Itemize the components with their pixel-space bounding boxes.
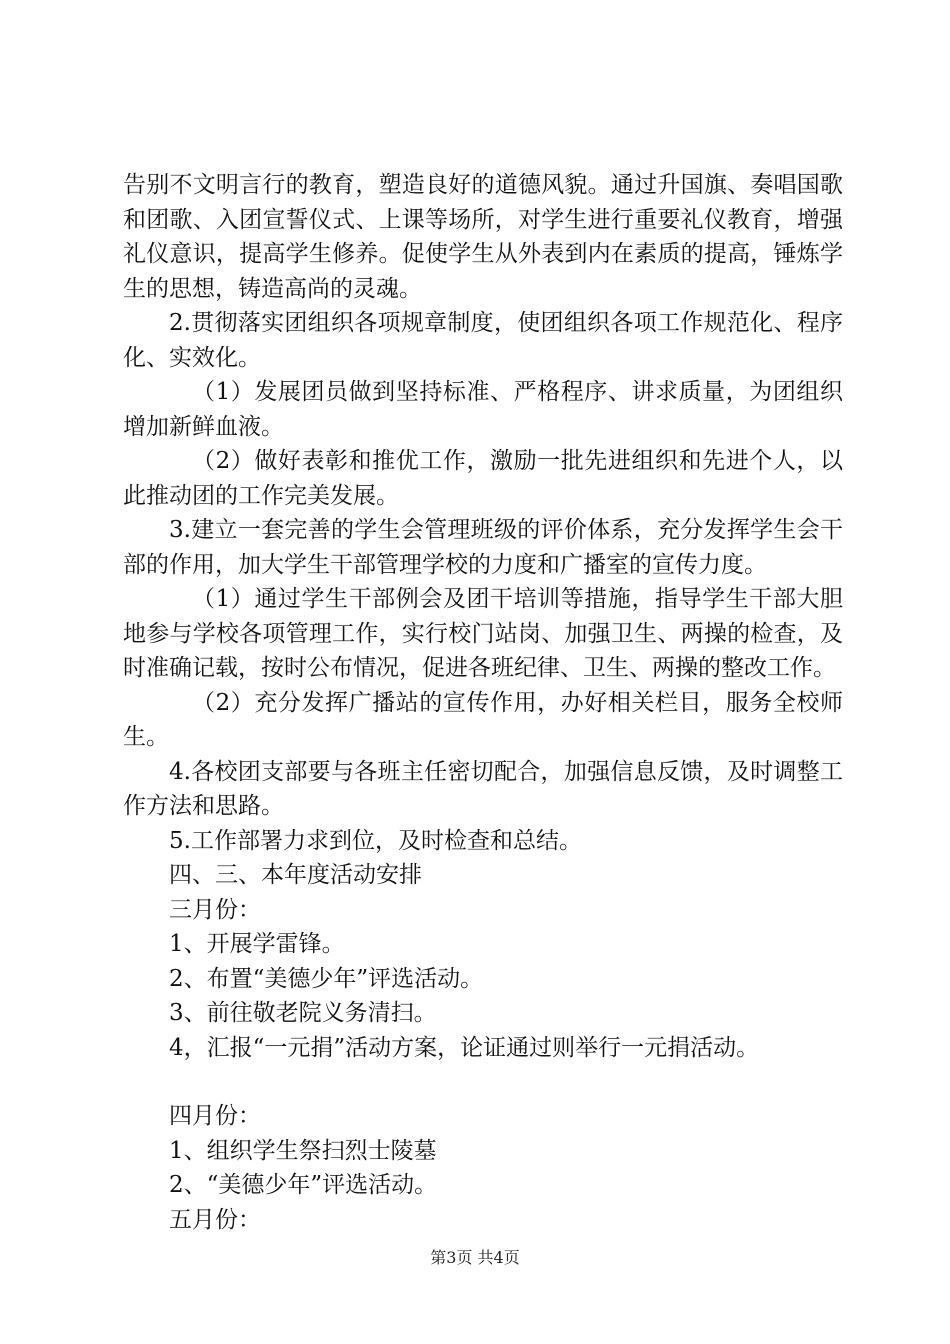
paragraph: （2）做好表彰和推优工作，激励一批先进组织和先进个人，以此推动团的工作完美发展。 — [123, 448, 843, 509]
page-footer — [0, 1245, 950, 1268]
month-heading: 三月份： — [169, 896, 261, 923]
paragraph: （1）发展团员做到坚持标准、严格程序、讲求质量，为团组织增加新鲜血液。 — [123, 379, 843, 440]
blank-line — [123, 1065, 843, 1099]
list-item: 4，汇报“一元捐”活动方案，论证通过则举行一元捐活动。 — [169, 1034, 760, 1061]
paragraph: （1）通过学生干部例会及团干培训等措施，指导学生干部大胆地参与学校各项管理工作，实行校门站岗、加强卫生、两操的检查，及时准确记载，按时公布情况，促进各班纪律、卫生、两操的整改工作。 — [123, 586, 843, 681]
document-body — [123, 168, 843, 1237]
paragraph: 3.建立一套完善的学生会管理班级的评价体系，充分发挥学生会干部的作用，加大学生干部管理学校的力度和广播室的宣传力度。 — [123, 517, 843, 578]
list-item: 2、“美德少年”评选活动。 — [169, 1172, 438, 1198]
paragraph: 2.贯彻落实团组织各项规章制度，使团组织各项工作规范化、程序化、实效化。 — [123, 310, 843, 371]
paragraph: （2）充分发挥广播站的宣传作用，办好相关栏目，服务全校师生。 — [123, 689, 843, 750]
list-item: 3、前往敬老院义务清扫。 — [169, 1000, 437, 1026]
month-heading: 五月份： — [169, 1206, 261, 1233]
list-item: 1、组织学生祭扫烈士陵墓 — [169, 1137, 437, 1164]
paragraph: 5.工作部署力求到位，及时检查和总结。 — [169, 827, 582, 854]
section-heading: 四、三、本年度活动安排 — [169, 862, 422, 888]
paragraph: 4.各校团支部要与各班主任密切配合，加强信息反馈，及时调整工作方法和思路。 — [123, 758, 843, 819]
month-heading: 四月份： — [169, 1103, 261, 1129]
paragraph: 告别不文明言行的教育，塑造良好的道德风貌。通过升国旗、奏唱国歌和团歌、入团宣誓仪式、上课等场所，对学生进行重要礼仪教育，增强礼仪意识，提高学生修养。促使学生从外表到内在素质的提高，锤炼学生的思想，铸造高尚的灵魂。 — [123, 172, 843, 302]
list-item: 2、布置“美德少年”评选活动。 — [169, 965, 484, 992]
page-number: 第3页 共4页 — [430, 1248, 520, 1267]
list-item: 1、开展学雷锋。 — [169, 931, 345, 957]
